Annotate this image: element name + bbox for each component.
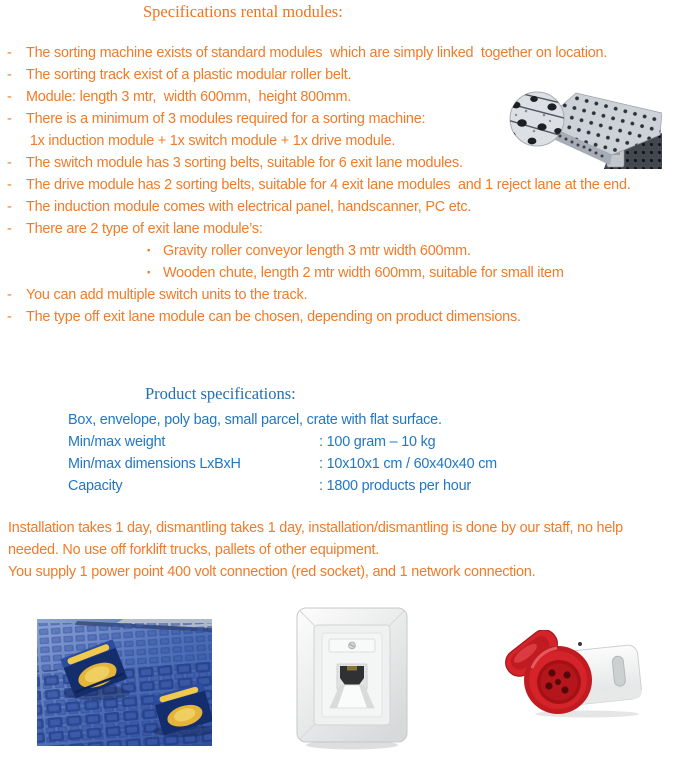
list-item-text: Gravity roller conveyor length 3 mtr width 600mm.: [163, 243, 471, 259]
network-socket-graphic: [292, 606, 412, 751]
roller-belt-closeup-image: [504, 85, 662, 169]
list-item-text: The type off exit lane module can be chosen, depending on product dimensions.: [26, 309, 521, 325]
list-item-text: 1x induction module + 1x switch module + 1x drive module.: [26, 133, 396, 149]
roller-belt-closeup-graphic: [504, 85, 662, 169]
product-types-line: Box, envelope, poly bag, small parcel, crate with flat surface.: [68, 412, 442, 428]
spec-value: : 100 gram – 10 kg: [319, 434, 436, 450]
list-item-text: Module: length 3 mtr, width 600mm, height 800mm.: [26, 89, 352, 105]
power-socket-photo: [502, 630, 650, 718]
list-item-text: The sorting track exist of a plastic modular roller belt.: [26, 67, 352, 83]
network-socket-photo: [292, 606, 412, 751]
page-title: Specifications rental modules:: [143, 2, 343, 21]
sub-list-item: [0, 240, 660, 262]
spec-label: Min/max dimensions LxBxH: [68, 456, 241, 472]
installation-text: Installation takes 1 day, dismantling takes 1 day, installation/dismantling is done by our staff, no help needed. No use off forklift trucks, pallets of other equipment.: [8, 520, 623, 558]
list-item-text: Wooden chute, length 2 mtr width 600mm, suitable for small item: [163, 265, 564, 281]
conveyor-belt-graphic: [37, 619, 212, 746]
conveyor-belt-photo: [37, 619, 212, 746]
spec-row: [68, 453, 660, 475]
list-item-text: There is a minimum of 3 modules required for a sorting machine:: [26, 111, 426, 127]
spec-label: Capacity: [68, 478, 123, 494]
list-item-text: The drive module has 2 sorting belts, suitable for 4 exit lane modules and 1 reject lane at the end.: [26, 177, 631, 193]
sub-list-item: [0, 262, 660, 284]
list-item: [0, 284, 660, 306]
spec-row: [68, 475, 660, 497]
list-item-text: There are 2 type of exit lane module’s:: [26, 221, 263, 237]
list-item-text: The switch module has 3 sorting belts, suitable for 6 exit lane modules.: [26, 155, 463, 171]
spec-label: Min/max weight: [68, 434, 166, 450]
spec-row: [68, 431, 660, 453]
power-supply-text: You supply 1 power point 400 volt connection (red socket), and 1 network connection.: [8, 564, 536, 580]
list-item: [0, 306, 660, 328]
list-item: [0, 42, 660, 64]
list-item: [0, 174, 660, 196]
spec-value: : 10x10x1 cm / 60x40x40 cm: [319, 456, 497, 472]
list-item: [0, 218, 660, 240]
list-item-text: You can add multiple switch units to the track.: [26, 287, 308, 303]
product-specifications-section: [0, 383, 660, 497]
power-socket-graphic: [502, 630, 650, 718]
list-item: [0, 196, 660, 218]
list-item-text: The induction module comes with electrical panel, handscanner, PC etc.: [26, 199, 472, 215]
installation-paragraph: [8, 517, 660, 583]
list-item: [0, 64, 660, 86]
spec-value: : 1800 products per hour: [319, 478, 472, 494]
list-item-text: The sorting machine exists of standard modules which are simply linked together on location.: [26, 45, 608, 61]
section-heading: Product specifications:: [145, 384, 296, 403]
